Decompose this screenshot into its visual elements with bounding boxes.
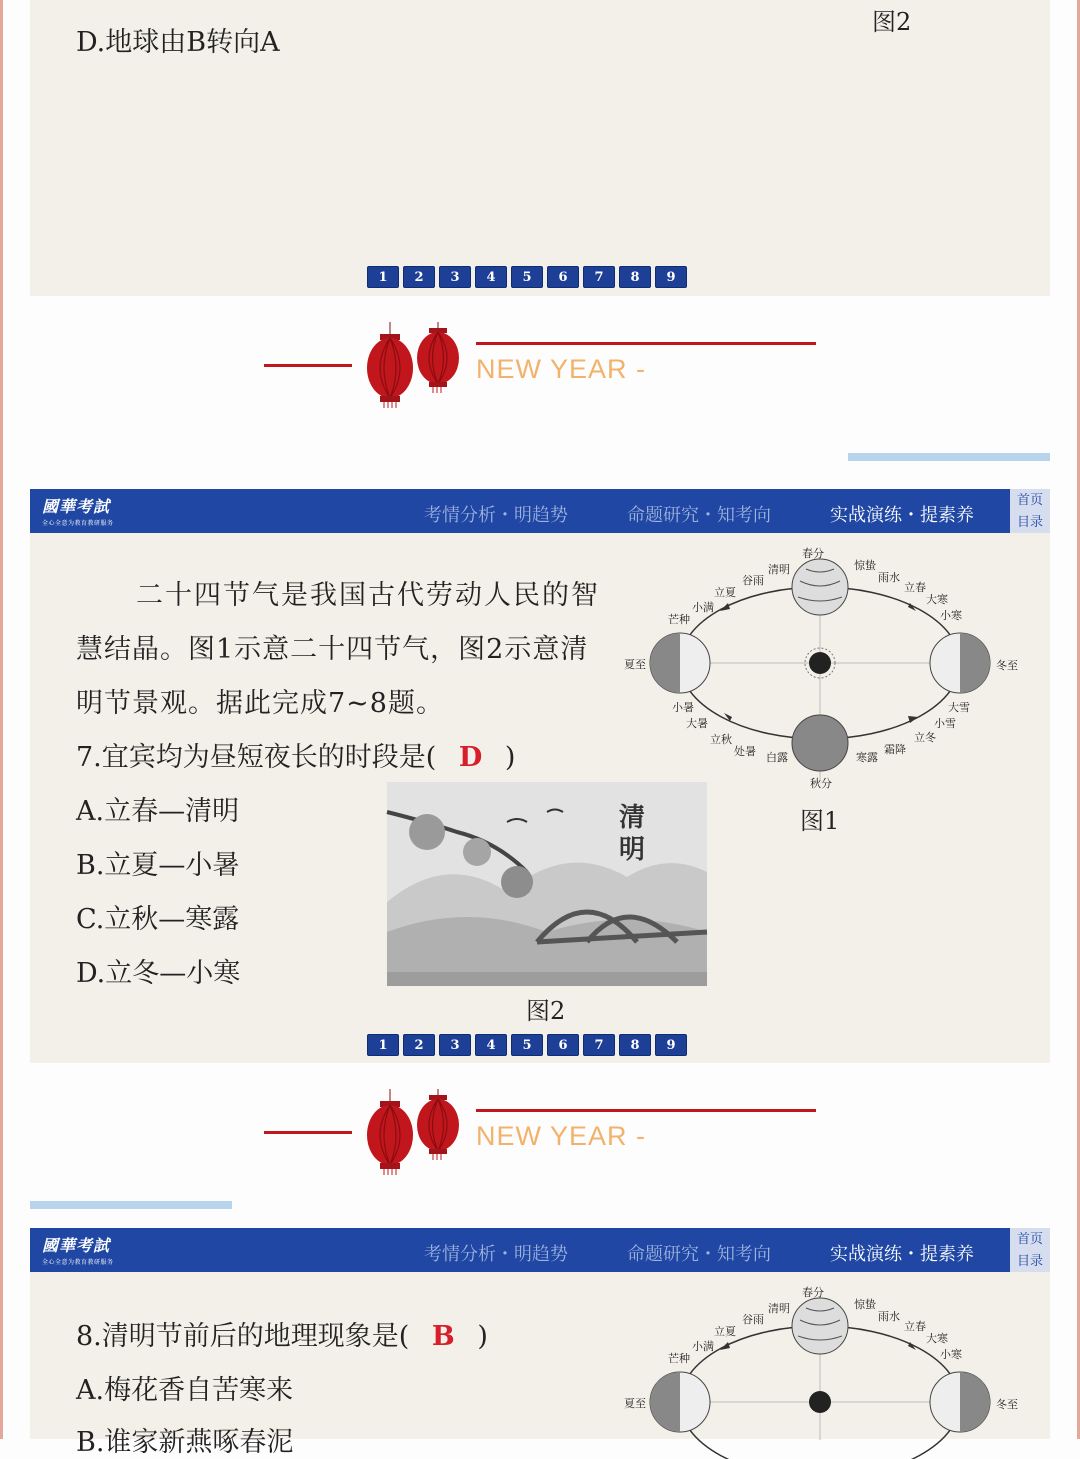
svg-text:立春: 立春	[904, 1320, 926, 1333]
nav-topic-research[interactable]: 命题研究・知考向	[627, 505, 771, 525]
svg-text:立夏: 立夏	[714, 1325, 736, 1338]
page-pager	[367, 1034, 687, 1056]
svg-text:冬至: 冬至	[996, 659, 1018, 672]
svg-text:清明: 清明	[768, 563, 790, 576]
figure-1-caption: 图1	[800, 807, 840, 835]
page-button-6[interactable]: 6	[547, 1034, 579, 1056]
svg-text:清明: 清明	[768, 1302, 790, 1315]
option-c: C.立秋—寒露	[76, 904, 240, 935]
question-close: )	[477, 1321, 488, 1352]
page-button-8[interactable]: 8	[619, 1034, 651, 1056]
new-year-text: NEW YEAR -	[476, 1121, 647, 1151]
svg-text:芒种: 芒种	[668, 613, 690, 626]
page-button-1[interactable]: 1	[367, 266, 399, 288]
page-button-7[interactable]: 7	[583, 1034, 615, 1056]
svg-text:大寒: 大寒	[926, 1332, 948, 1345]
answer-label: D	[458, 742, 483, 773]
contents-link[interactable]: 目录	[1016, 514, 1043, 529]
accent-bar	[848, 453, 1050, 461]
svg-text:处暑: 处暑	[734, 745, 756, 758]
earth-spring-icon	[792, 1298, 848, 1354]
svg-text:谷雨: 谷雨	[742, 1313, 764, 1326]
home-link[interactable]: 首页	[1016, 492, 1043, 507]
nav-topic-research[interactable]: 命题研究・知考向	[627, 1244, 771, 1264]
page-button-9[interactable]: 9	[655, 1034, 687, 1056]
page-button-5[interactable]: 5	[511, 266, 543, 288]
figure-2-caption: 图2	[526, 997, 566, 1025]
intro-line-1: 二十四节气是我国古代劳动人民的智	[136, 580, 600, 611]
svg-text:小满: 小满	[692, 1340, 714, 1353]
svg-text:大寒: 大寒	[926, 593, 948, 606]
intro-line-3: 明节景观。据此完成7~8题。	[76, 688, 444, 719]
option-d: D.地球由B转向A	[76, 27, 280, 58]
slide-question-8	[30, 1228, 1050, 1458]
painting-title-char-1: 清	[619, 803, 646, 833]
brand-logo[interactable]: 國華考試 全心全意为教育教研服务	[42, 497, 114, 527]
header-bar	[30, 489, 1050, 533]
svg-text:谷雨: 谷雨	[742, 574, 764, 587]
sun-icon	[809, 652, 831, 674]
svg-text:惊蛰: 惊蛰	[854, 1298, 876, 1311]
divider-line-left	[264, 364, 352, 367]
painting-title-char-2: 明	[619, 835, 646, 865]
page-button-4[interactable]: 4	[475, 266, 507, 288]
svg-text:雨水: 雨水	[878, 571, 900, 584]
new-year-text: NEW YEAR -	[476, 354, 647, 384]
lantern-icon	[360, 322, 470, 412]
left-frame-edge	[0, 0, 3, 1439]
option-b: B.谁家新燕啄春泥	[76, 1427, 294, 1458]
solar-terms-orbit-diagram	[610, 541, 1030, 801]
figure-label: 图2	[872, 8, 912, 36]
option-b: B.立夏—小暑	[76, 850, 240, 881]
page-button-2[interactable]: 2	[403, 1034, 435, 1056]
svg-text:小满: 小满	[692, 601, 714, 614]
page-button-3[interactable]: 3	[439, 266, 471, 288]
nav-practice[interactable]: 实战演练・提素养	[830, 1244, 974, 1264]
new-year-divider	[0, 322, 1080, 442]
svg-text:白露: 白露	[766, 751, 788, 764]
page-button-6[interactable]: 6	[547, 266, 579, 288]
svg-text:冬至: 冬至	[996, 1398, 1018, 1411]
svg-text:小雪: 小雪	[934, 717, 956, 730]
solar-terms-orbit-diagram	[610, 1280, 1030, 1440]
page-pager	[367, 266, 687, 288]
option-d: D.立冬—小寒	[76, 958, 241, 989]
nav-practice[interactable]: 实战演练・提素养	[830, 505, 974, 525]
option-a: A.梅花香自苦寒来	[76, 1375, 294, 1406]
svg-text:大雪: 大雪	[948, 701, 970, 714]
slide-question-7	[30, 489, 1050, 1063]
header-bar	[30, 1228, 1050, 1272]
svg-text:春分: 春分	[802, 1286, 824, 1299]
page-button-9[interactable]: 9	[655, 266, 687, 288]
divider-line-right	[476, 1109, 816, 1112]
earth-autumn-icon	[792, 715, 848, 771]
lantern-icon	[360, 1089, 470, 1179]
svg-text:寒露: 寒露	[856, 751, 878, 764]
side-links	[1010, 489, 1050, 533]
question-close: )	[504, 742, 516, 773]
svg-text:小寒: 小寒	[940, 1348, 962, 1361]
page-button-3[interactable]: 3	[439, 1034, 471, 1056]
page-button-8[interactable]: 8	[619, 266, 651, 288]
question-text: 8.清明节前后的地理现象是(	[76, 1321, 410, 1352]
page-button-7[interactable]: 7	[583, 266, 615, 288]
side-links	[1010, 1228, 1050, 1272]
svg-text:小暑: 小暑	[672, 701, 694, 714]
question-text: 7.宜宾均为昼短夜长的时段是(	[76, 742, 437, 773]
page-button-1[interactable]: 1	[367, 1034, 399, 1056]
page-button-4[interactable]: 4	[475, 1034, 507, 1056]
svg-text:立冬: 立冬	[914, 731, 936, 744]
new-year-divider	[0, 1089, 1080, 1209]
divider-line-left	[264, 1131, 352, 1134]
earth-spring-icon	[792, 559, 848, 615]
question-8	[76, 1314, 488, 1353]
answer-label: B	[431, 1321, 455, 1352]
divider-line-right	[476, 342, 816, 345]
svg-text:小寒: 小寒	[940, 609, 962, 622]
page-button-2[interactable]: 2	[403, 266, 435, 288]
svg-text:春分: 春分	[802, 547, 824, 560]
slide-previous	[30, 0, 1050, 296]
nav-exam-analysis[interactable]: 考情分析・明趋势	[424, 505, 568, 525]
svg-text:雨水: 雨水	[878, 1310, 900, 1323]
svg-text:立秋: 立秋	[710, 733, 732, 746]
nav-exam-analysis[interactable]: 考情分析・明趋势	[424, 1244, 568, 1264]
qingming-painting-image	[387, 782, 707, 986]
sun-icon	[809, 1391, 831, 1413]
svg-text:夏至: 夏至	[624, 658, 646, 671]
contents-link[interactable]: 目录	[1016, 1253, 1043, 1268]
intro-line-2: 慧结晶。图1示意二十四节气，图2示意清	[76, 634, 589, 665]
svg-text:立夏: 立夏	[714, 586, 736, 599]
option-a: A.立春—清明	[76, 796, 240, 827]
question-7	[76, 735, 515, 774]
accent-bar	[30, 1201, 232, 1209]
svg-text:夏至: 夏至	[624, 1397, 646, 1410]
svg-text:秋分: 秋分	[810, 777, 832, 790]
home-link[interactable]: 首页	[1016, 1231, 1043, 1246]
svg-text:大暑: 大暑	[686, 717, 708, 730]
page-button-5[interactable]: 5	[511, 1034, 543, 1056]
svg-text:立春: 立春	[904, 581, 926, 594]
svg-text:芒种: 芒种	[668, 1352, 690, 1365]
svg-text:惊蛰: 惊蛰	[854, 559, 876, 572]
brand-logo[interactable]: 國華考試 全心全意为教育教研服务	[42, 1236, 114, 1266]
svg-text:霜降: 霜降	[884, 743, 906, 756]
